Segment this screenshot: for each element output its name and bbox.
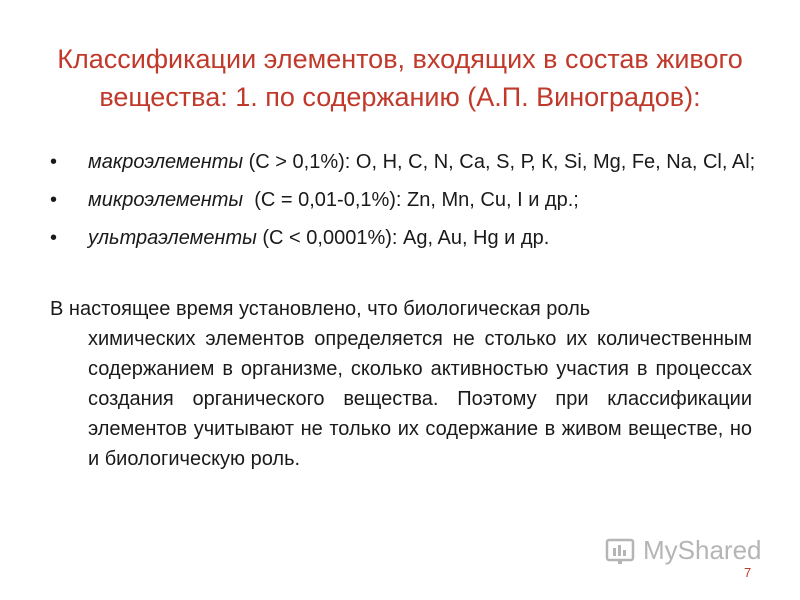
paragraph-first-line: В настоящее время установлено, что биологическая роль: [50, 298, 591, 320]
bullet-text: (С > 0,1%): О, Н, С, N, Са, S, Р, К, Si, Mg, Fe, Na, Cl, Al;: [243, 151, 756, 173]
bullet-item-ultraelements: [50, 223, 760, 253]
bullet-text: (С < 0,0001%): Ag, Au, Hg и др.: [256, 227, 550, 249]
bullet-item-macroelements: [50, 147, 760, 177]
page-number: 7: [744, 565, 752, 580]
bullet-list: [50, 147, 760, 261]
bullet-dot-icon: •: [50, 189, 58, 211]
watermark-text: MyShared: [643, 535, 762, 565]
bullet-term: ультраэлементы: [88, 227, 257, 249]
bullet-term: микроэлементы: [88, 189, 244, 211]
paragraph-continuation: химических элементов определяется не столько их количественным содержанием в организме, сколько активностью участия в процессах создания органического вещества. Поэтому при классификации элементов учитывают не только их содержание в живом веществе, но и биологическую роль.: [88, 328, 752, 470]
slide-title: Классификации элементов, входящих в состав живого вещества: 1. по содержанию (А.П. Виноградов):: [57, 44, 743, 112]
bullet-dot-icon: •: [50, 151, 58, 173]
bullet-term: макроэлементы: [88, 151, 244, 173]
bullet-item-microelements: [50, 185, 760, 215]
bullet-text: (С = 0,01-0,1%): Zn, Mn, Cu, I и др.;: [243, 189, 579, 211]
myshared-logo-icon: [605, 536, 635, 566]
myshared-watermark[interactable]: [605, 535, 762, 566]
bullet-dot-icon: •: [50, 227, 58, 249]
body-paragraph: [50, 294, 752, 474]
